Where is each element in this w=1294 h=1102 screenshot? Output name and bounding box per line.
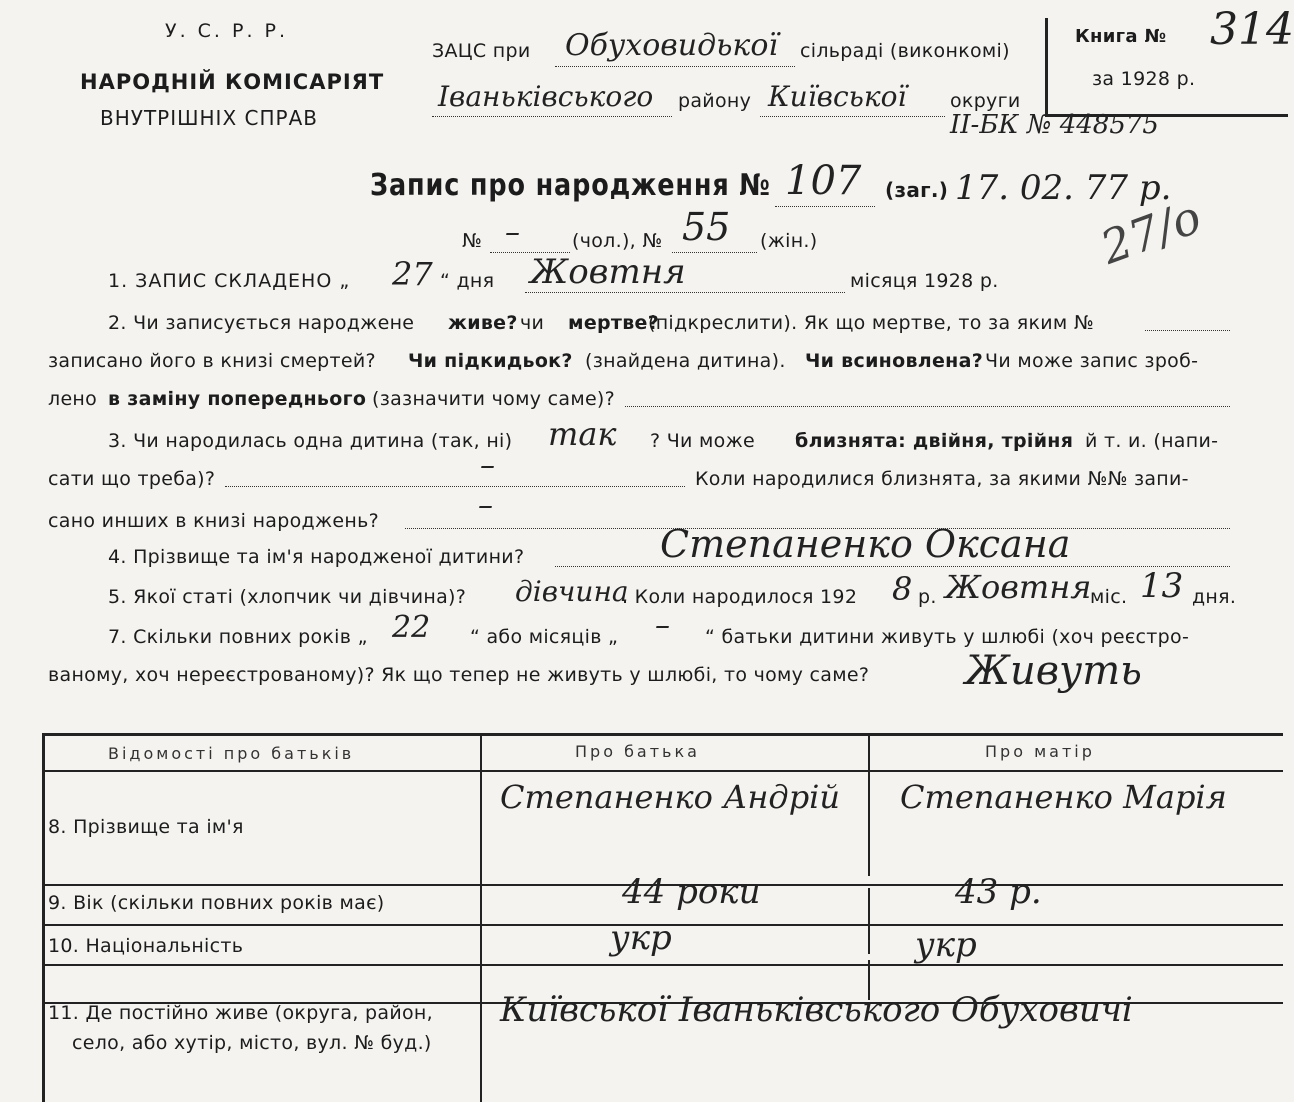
row11-label-line2: село, або хутір, місто, вул. № буд.) bbox=[72, 1032, 432, 1054]
district-line bbox=[432, 116, 672, 117]
village-council-line bbox=[555, 66, 795, 67]
q2-foundling: Чи підкидьок? bbox=[408, 350, 573, 372]
q5-label: 5. Якої статі (хлопчик чи дівчина)? bbox=[108, 586, 467, 608]
general-label: (заг.) bbox=[885, 178, 949, 202]
village-council-handwritten: Обуховидької bbox=[565, 28, 778, 63]
q5-r: р. bbox=[918, 586, 937, 608]
q5-answer-handwritten: дівчина bbox=[515, 575, 629, 608]
row-divider-10 bbox=[45, 964, 1283, 966]
row10-father-handwritten: укр bbox=[610, 918, 672, 958]
female-label: (жін.) bbox=[760, 230, 818, 252]
no-label: № bbox=[462, 230, 483, 252]
q4-answer-handwritten: Степаненко Оксана bbox=[660, 522, 1071, 566]
q5-day-handwritten: 13 bbox=[1140, 566, 1184, 606]
district-suffix: району bbox=[678, 90, 752, 112]
q2-line2-c: Чи може запис зроб- bbox=[985, 350, 1199, 372]
q7-c: “ батьки дитини живуть у шлюбі (хоч реєстро- bbox=[705, 626, 1190, 648]
okruha-line bbox=[760, 116, 945, 117]
row9-label: 9. Вік (скільки повних років має) bbox=[48, 892, 385, 914]
q5-month-handwritten: Жовтня bbox=[945, 568, 1092, 606]
q7-a: 7. Скільки повних років „ bbox=[108, 626, 368, 648]
ussr-heading: У. С. Р. Р. bbox=[165, 20, 289, 42]
q2-alive: живе? bbox=[448, 312, 518, 334]
q1-mid: “ дня bbox=[440, 270, 495, 292]
q3-line3-a: сано инших в книзі народжень? bbox=[48, 510, 379, 532]
q7-answer-handwritten: Живуть bbox=[965, 648, 1142, 694]
district-handwritten: Іваньківського bbox=[438, 80, 654, 113]
q3-twins-line bbox=[225, 486, 685, 487]
internal-affairs-heading: ВНУТРІШНІХ СПРАВ bbox=[100, 106, 318, 130]
q7-b: “ або місяців „ bbox=[470, 626, 619, 648]
record-date-handwritten: 17. 02. 77 р. bbox=[955, 168, 1172, 208]
q4-line bbox=[555, 566, 1230, 567]
header-row-divider bbox=[45, 770, 1283, 772]
q3-line1-a: 3. Чи народилась одна дитина (так, ні) bbox=[108, 430, 513, 452]
q7-years-handwritten: 22 bbox=[392, 610, 431, 645]
column-divider-mother bbox=[868, 736, 870, 876]
q4-label: 4. Прізвище та ім'я народженої дитини? bbox=[108, 546, 525, 568]
col-header-info: Відомості про батьків bbox=[108, 744, 355, 763]
q1-month-handwritten: Жовтня bbox=[530, 252, 686, 292]
q3-line1-c: й т. и. (напи- bbox=[1085, 430, 1219, 452]
row9-mother-handwritten: 43 р. bbox=[955, 872, 1042, 912]
q2-death-number-line bbox=[1145, 330, 1230, 331]
q2-line3-a: лено bbox=[48, 388, 98, 410]
q7-months-handwritten: – bbox=[655, 608, 670, 643]
q2-line3-b: (зазначити чому саме)? bbox=[372, 388, 616, 410]
q2-adopted: Чи всиновлена? bbox=[805, 350, 984, 372]
q1-prefix: 1. ЗАПИС СКЛАДЕНО „ bbox=[108, 270, 351, 292]
book-label: Книга № bbox=[1075, 26, 1167, 47]
q3-line2-a: сати що треба)? bbox=[48, 468, 216, 490]
row10-mother-handwritten: укр bbox=[915, 925, 977, 965]
q2-line1-a: 2. Чи записується народжене bbox=[108, 312, 415, 334]
male-label: (чол.), № bbox=[572, 230, 663, 252]
q2-dead: мертве? bbox=[568, 312, 660, 334]
q3-line1-b: ? Чи може bbox=[650, 430, 756, 452]
q3-line2-b: Коли народилися близнята, за якими №№ запи- bbox=[695, 468, 1189, 490]
q5-mid: . Коли народилося 192 bbox=[622, 586, 858, 608]
q1-suffix: місяця 1928 р. bbox=[850, 270, 999, 292]
book-year: за 1928 р. bbox=[1092, 68, 1196, 90]
q3-twins: близнята: двійня, трійня bbox=[795, 430, 1074, 452]
record-number-handwritten: 107 bbox=[785, 158, 862, 204]
q2-line1-c: (підкреслити). Як що мертве, то за яким № bbox=[648, 312, 1094, 334]
okruha-handwritten: Київської bbox=[768, 80, 907, 113]
female-number-handwritten: 55 bbox=[682, 205, 731, 249]
zags-prefix: ЗАЦС при bbox=[432, 40, 531, 62]
commissariat-heading: НАРОДНІЙ КОМІСАРІЯТ bbox=[80, 70, 385, 94]
q7-line2: ваному, хоч нереєстрованому)? Як що тепер не живуть у шлюбі, то чому саме? bbox=[48, 664, 870, 686]
village-council-suffix: сільраді (виконкомі) bbox=[800, 40, 1010, 62]
row8-father-handwritten: Степаненко Андрій bbox=[500, 778, 841, 816]
col-header-mother: Про матір bbox=[985, 742, 1095, 761]
q1-day-handwritten: 27 bbox=[392, 255, 433, 293]
q5-dnya: дня. bbox=[1192, 586, 1237, 608]
q2-line2-a: записано його в книзі смертей? bbox=[48, 350, 376, 372]
q3-dash2-handwritten: – bbox=[478, 488, 493, 523]
column-divider-father bbox=[480, 736, 482, 1102]
column-divider-mother-age bbox=[868, 888, 870, 954]
record-number-line bbox=[775, 206, 875, 207]
col-header-father: Про батька bbox=[575, 742, 700, 761]
q2-replace: в заміну попереднього bbox=[108, 388, 367, 410]
serial-handwritten: ІІ-БК № 448575 bbox=[950, 110, 1159, 140]
okruha-suffix: округи bbox=[950, 90, 1021, 112]
q3-dash-handwritten: – bbox=[480, 448, 495, 483]
q1-month-line bbox=[525, 292, 845, 293]
q5-mis: міс. bbox=[1090, 586, 1128, 608]
q2-line1-b: чи bbox=[520, 312, 545, 334]
corner-note-handwritten: 27/о bbox=[1093, 189, 1208, 275]
row10-label: 10. Національність bbox=[48, 935, 244, 957]
row9-father-handwritten: 44 роки bbox=[622, 872, 761, 912]
row11-address-handwritten: Київської Іваньківського Обуховичі bbox=[500, 990, 1133, 1030]
row11-label-line1: 11. Де постійно живе (округа, район, bbox=[48, 1002, 433, 1024]
q3-answer-handwritten: так bbox=[548, 415, 617, 453]
book-number-handwritten: 314 bbox=[1210, 4, 1294, 55]
row8-label: 8. Прізвище та ім'я bbox=[48, 816, 244, 838]
q5-year-handwritten: 8 bbox=[892, 570, 913, 608]
q2-replace-line bbox=[625, 406, 1230, 407]
record-title: Запис про народження № bbox=[370, 168, 771, 203]
q2-line2-b: (знайдена дитина). bbox=[585, 350, 786, 372]
row8-mother-handwritten: Степаненко Марія bbox=[900, 778, 1227, 816]
male-number-handwritten: – bbox=[505, 215, 520, 250]
